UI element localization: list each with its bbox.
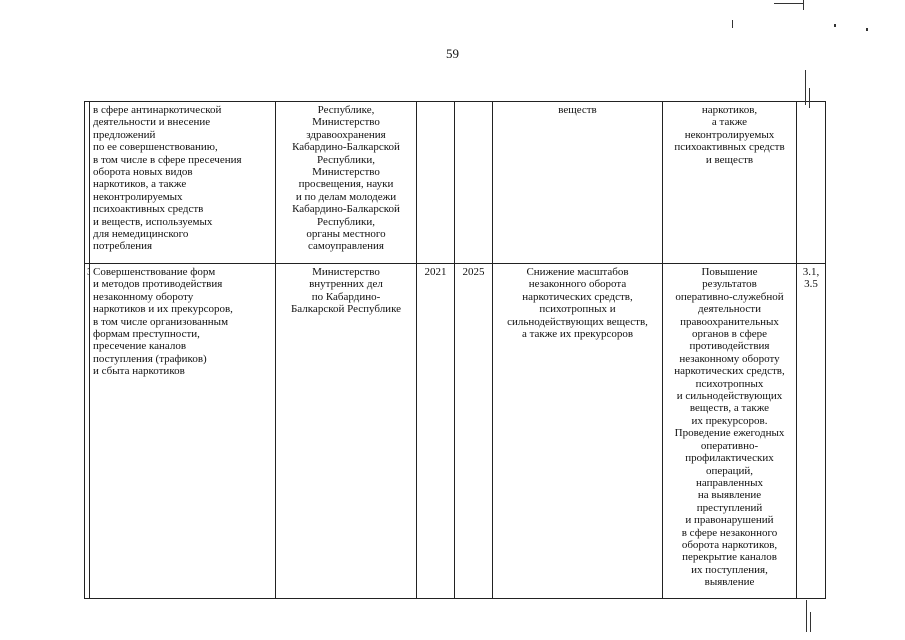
start-year-cell: 2021 xyxy=(417,264,455,599)
result-line: деятельности xyxy=(698,303,761,316)
indicator-cell xyxy=(493,102,663,264)
result-line: правоохранительных xyxy=(680,315,779,328)
measure-line: для немедицинского xyxy=(93,228,189,241)
link-line: 3.1, xyxy=(802,266,820,278)
result-line: выявление xyxy=(704,576,755,589)
scan-artifact xyxy=(803,0,804,10)
end-year-cell: 2025 xyxy=(455,264,493,599)
executor-line: органы местного xyxy=(306,228,386,241)
result-line: психоактивных средств xyxy=(674,141,785,154)
measure-line: наркотиков, а также xyxy=(93,178,187,191)
measure-line: поступления (трафиков) xyxy=(93,352,207,365)
measure-line: оборота новых видов xyxy=(93,166,193,179)
measure-line: психоактивных средств xyxy=(93,203,204,216)
measure-line: неконтролируемых xyxy=(93,190,183,203)
measure-line: и сбыта наркотиков xyxy=(93,365,185,378)
indicator-line: сильнодействующих веществ, xyxy=(507,315,648,328)
program-measures-table xyxy=(84,101,826,599)
result-line: и веществ xyxy=(705,153,754,166)
executor-line: самоуправления xyxy=(308,240,384,253)
result-line: в сфере незаконного xyxy=(681,526,778,539)
measure-line: в том числе организованным xyxy=(93,315,229,328)
measure-line: Совершенствование форм xyxy=(93,266,216,278)
link-cell xyxy=(797,264,826,599)
result-line: Проведение ежегодных xyxy=(674,427,785,440)
measure-line: и веществ, используемых xyxy=(93,215,213,228)
indicator-line: а также их прекурсоров xyxy=(521,328,634,341)
executor-line: Республики, xyxy=(317,153,375,166)
executor-line: здравоохранения xyxy=(306,128,386,141)
result-line: психотропных xyxy=(695,377,764,390)
executors-cell xyxy=(276,264,417,599)
measure-line: деятельности и внесение xyxy=(93,116,211,129)
result-line: оперативно- xyxy=(700,439,759,452)
table-row xyxy=(85,102,826,264)
executor-line: Балкарской Республике xyxy=(290,303,402,316)
result-line: на выявление xyxy=(697,489,762,502)
measure-line: предложений xyxy=(93,128,156,141)
end-year-cell xyxy=(455,102,493,264)
result-line: перекрытие каналов xyxy=(682,551,777,564)
measure-line: потребления xyxy=(93,240,153,253)
scan-artifact xyxy=(834,24,836,27)
scan-artifact xyxy=(806,600,807,632)
result-line: результатов xyxy=(702,278,757,291)
scan-artifact xyxy=(805,70,806,105)
result-line: и правонарушений xyxy=(685,514,774,527)
indicator-cell xyxy=(493,264,663,599)
executor-line: Республике, xyxy=(317,104,375,116)
measure-line: в сфере антинаркотической xyxy=(93,104,222,116)
link-cell xyxy=(797,102,826,264)
indicator-line: Снижение масштабов xyxy=(526,266,629,278)
measure-line: незаконному обороту xyxy=(93,290,194,303)
indicator-line: психотропных и xyxy=(539,303,616,316)
indicator-line: веществ xyxy=(558,104,597,116)
result-line: противодействия xyxy=(689,340,770,353)
executor-line: Министерство xyxy=(312,116,380,129)
page-number: 59 xyxy=(446,46,459,61)
result-line: преступлений xyxy=(696,501,763,514)
measure-cell xyxy=(90,264,276,599)
executor-line: Министерство xyxy=(312,166,380,179)
measure-cell xyxy=(90,102,276,264)
result-line: оперативно-служебной xyxy=(675,290,784,303)
result-line: органов в сфере xyxy=(691,328,768,341)
scan-artifact xyxy=(866,28,868,31)
executor-line: Республики, xyxy=(317,215,375,228)
scan-artifact xyxy=(809,88,810,108)
executors-cell xyxy=(276,102,417,264)
result-line: их поступления, xyxy=(691,563,768,576)
scan-artifact xyxy=(732,20,733,28)
executor-line: просвещения, науки xyxy=(298,178,394,191)
start-year-cell xyxy=(417,102,455,264)
measure-line: пресечение каналов xyxy=(93,340,187,353)
result-cell xyxy=(663,102,797,264)
result-line: и сильнодействующих xyxy=(676,390,783,403)
scan-artifact xyxy=(810,612,811,632)
measure-line: формам преступности, xyxy=(93,328,200,341)
result-line: незаконному обороту xyxy=(679,352,780,365)
executor-line: Министерство xyxy=(312,266,380,278)
table-row xyxy=(85,264,826,599)
result-line: а также xyxy=(711,116,748,129)
executor-line: и по делам молодежи xyxy=(295,190,397,203)
measure-line: и методов противодействия xyxy=(93,278,223,291)
result-line: Повышение xyxy=(701,266,758,278)
result-line: оборота наркотиков, xyxy=(681,538,778,551)
result-line: наркотиков, xyxy=(701,104,758,116)
executor-line: Кабардино-Балкарской xyxy=(292,141,400,154)
result-line: их прекурсоров. xyxy=(691,414,768,427)
executor-line: внутренних дел xyxy=(309,278,383,291)
measure-line: по ее совершенствованию, xyxy=(93,141,218,154)
scan-artifact xyxy=(774,3,804,4)
executor-line: по Кабардино- xyxy=(311,290,381,303)
result-cell xyxy=(663,264,797,599)
result-line: операций, xyxy=(705,464,754,477)
result-line: направленных xyxy=(696,476,763,489)
result-line: наркотических средств, xyxy=(674,365,785,378)
measure-line: наркотиков и их прекурсоров, xyxy=(93,303,233,316)
indicator-line: наркотических средств, xyxy=(522,290,633,303)
result-line: веществ, а также xyxy=(689,402,770,415)
link-line: 3.5 xyxy=(804,278,818,291)
executor-line: Кабардино-Балкарской xyxy=(292,203,400,216)
measure-line: в том числе в сфере пресечения xyxy=(93,153,242,166)
result-line: неконтролируемых xyxy=(684,128,775,141)
result-line: профилактических xyxy=(685,452,774,465)
indicator-line: незаконного оборота xyxy=(528,278,627,291)
